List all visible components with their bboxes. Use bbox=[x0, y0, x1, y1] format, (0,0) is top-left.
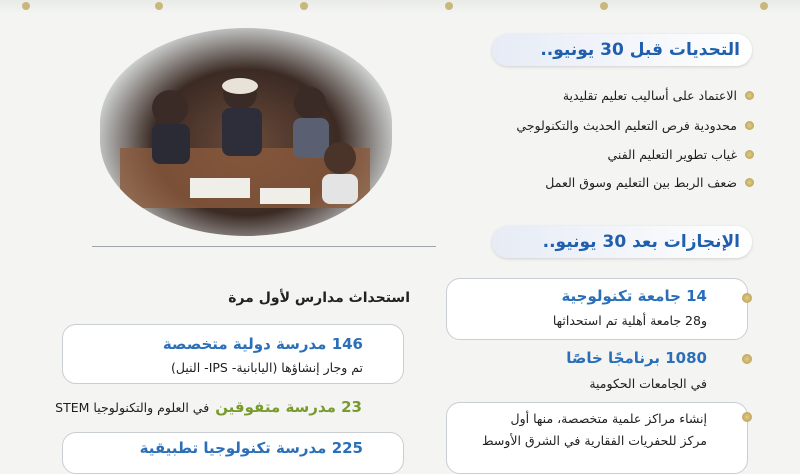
achievement-card bbox=[446, 344, 748, 400]
school-headline: 23 مدرسة متفوقين bbox=[215, 398, 362, 416]
achievement-text: في الجامعات الحكومية bbox=[589, 376, 707, 391]
decorative-dot bbox=[760, 2, 768, 10]
school-headline: 225 مدرسة تكنولوجيا تطبيقية bbox=[139, 439, 363, 457]
school-card bbox=[62, 432, 404, 474]
bullet-icon bbox=[745, 91, 754, 100]
challenge-text: ضعف الربط بين التعليم وسوق العمل bbox=[545, 174, 737, 190]
bullet-icon bbox=[742, 412, 752, 422]
bullet-icon bbox=[745, 150, 754, 159]
school-row bbox=[20, 398, 362, 416]
challenge-text: الاعتماد على أساليب تعليم تقليدية bbox=[562, 87, 737, 103]
achievement-text: إنشاء مراكز علمية متخصصة، منها أول bbox=[510, 411, 707, 426]
achievement-text: و28 جامعة أهلية تم استحداثها bbox=[552, 313, 707, 328]
achievement-card bbox=[446, 402, 748, 474]
challenge-text: محدودية فرص التعليم الحديث والتكنولوجي bbox=[516, 117, 737, 133]
schools-title: استحداث مدارس لأول مرة bbox=[228, 290, 410, 306]
achievement-card bbox=[446, 278, 748, 340]
challenge-item bbox=[516, 114, 754, 136]
bullet-icon bbox=[745, 178, 754, 187]
achievements-header bbox=[492, 226, 752, 258]
challenge-text: غياب تطوير التعليم الفني bbox=[607, 146, 737, 162]
challenge-item bbox=[545, 171, 754, 193]
top-banner-strip bbox=[0, 0, 800, 14]
achievement-headline: 14 جامعة تكنولوجية bbox=[561, 287, 707, 305]
school-text: تم وجار إنشاؤها (اليابانية- IPS- النيل) bbox=[171, 360, 363, 375]
school-card bbox=[62, 324, 404, 384]
bullet-icon bbox=[742, 354, 752, 364]
achievement-headline: 1080 برنامجًا خاصًا bbox=[566, 349, 707, 367]
challenges-title: التحديات قبل 30 يونيو.. bbox=[540, 40, 740, 60]
achievement-text: مركز للحفريات الفقارية في الشرق الأوسط bbox=[482, 433, 707, 448]
decorative-dot bbox=[155, 2, 163, 10]
divider bbox=[92, 246, 436, 247]
decorative-dot bbox=[300, 2, 308, 10]
decorative-dot bbox=[22, 2, 30, 10]
challenge-item bbox=[608, 143, 754, 165]
achievements-title: الإنجازات بعد 30 يونيو.. bbox=[542, 232, 740, 252]
decorative-dot bbox=[600, 2, 608, 10]
bullet-icon bbox=[745, 121, 754, 130]
bullet-icon bbox=[742, 293, 752, 303]
classroom-photo bbox=[100, 28, 392, 236]
challenge-item bbox=[563, 84, 754, 106]
challenges-header bbox=[492, 34, 752, 66]
decorative-dot bbox=[445, 2, 453, 10]
school-text: في العلوم والتكنولوجيا STEM bbox=[55, 399, 210, 415]
school-headline: 146 مدرسة دولية متخصصة bbox=[162, 335, 363, 353]
